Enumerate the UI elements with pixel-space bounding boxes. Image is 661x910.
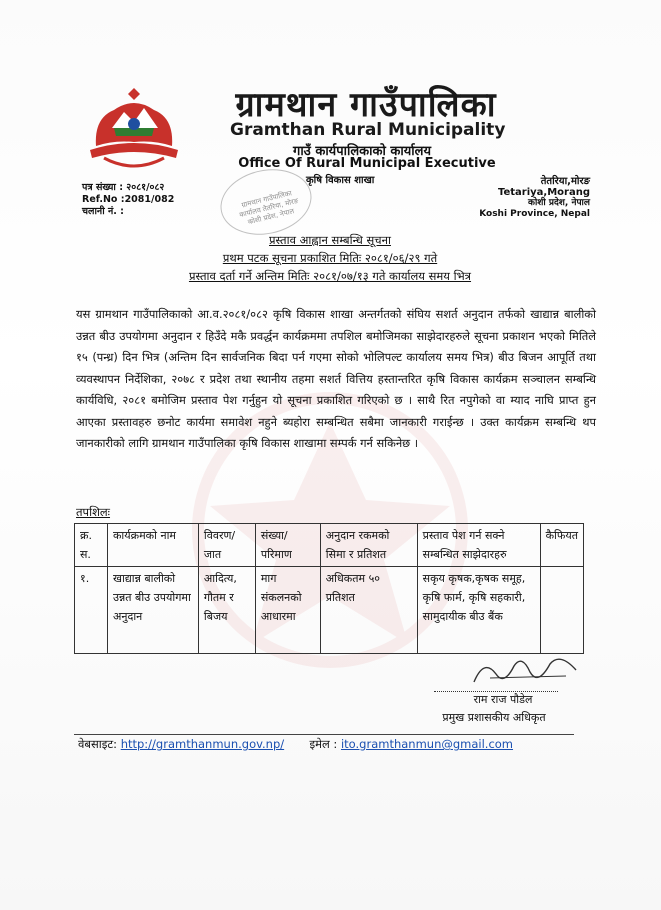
website-link[interactable]: http://gramthanmun.gov.np/ xyxy=(120,737,285,751)
cell-program-name: खाद्यान्न बालीको उन्नत बीउ उपयोगमा अनुदान xyxy=(107,567,198,654)
reference-number: Ref.No :2081/082 xyxy=(82,194,175,205)
cell-quantity: माग संकलनको आधारमा xyxy=(255,567,320,654)
header-quantity: संख्या/ परिमाण xyxy=(255,524,320,567)
header-serial: क्र. स. xyxy=(75,524,108,567)
province-en: Koshi Province, Nepal xyxy=(479,209,590,219)
cell-variety: आदित्य, गौतम र बिजय xyxy=(198,567,255,654)
subject-line-2: प्रथम पटक सूचना प्रकाशित मितिः २०८१/०६/२९ गते xyxy=(222,251,438,265)
cell-grant-limit: अधिकतम ५० प्रतिशत xyxy=(320,567,417,654)
municipality-title-np: ग्रामथान गाउँपालिका xyxy=(235,85,497,125)
cell-eligible-partners: सकृय कृषक,कृषक समूह, कृषि फार्म, कृषि सहकारी, सामुदायीक बीउ बैंक xyxy=(417,567,540,654)
municipality-emblem-icon xyxy=(84,88,184,178)
signatory-name: राम राज पौडेल xyxy=(473,693,533,706)
notice-body: यस ग्रामथान गाउँपालिकाको आ.व.२०८१/०८२ कृषि विकास शाखा अन्तर्गतको संघिय सशर्त अनुदान तर्फको खाद्यान्न बालीको उन्नत बीउ उपयोगमा अनुदान र हिउँदे मकै प्रवर्द्धन कार्यक्रममा तपशिल बमोजिमका साझेदारहरुले सूचना प्रकाशन भएको मितिले १५ (पन्ध्र) दिन भित्र (अन्तिम दिन सार्वजनिक बिदा पर्न गएमा सोको भोलिपल्ट कार्यालय समय भित्र) बीउ बिजन आपूर्ति तथा व्यवस्थापन निर्देशिका, २०७८ र प्रदेश तथा स्थानीय तहमा सशर्त वित्तिय हस्तान्तरित कृषि विकास कार्यक्रम सञ्चालन सम्बन्धि कार्यविधि, २०८१ बमोजिम प्रस्ताव पेश गर्नुहुन यो सूचना प्रकाशित गरिएको छ । साथै रित नपुगेको वा म्याद नाघि प्राप्त हुन आएका प्रस्तावहरु छनोट कार्यमा समावेश नहुने ब्यहोरा सम्बन्धित सबैमा जानकारी गराईन्छ । उक्त कार्यक्रम सम्बन्धि थप जानकारीको लागि ग्रामथान गाउँपालिका कृषि विकास शाखामा सम्पर्क गर्न सकिनेछ । xyxy=(76,307,596,450)
table-header-row xyxy=(75,524,584,567)
office-title-en: Office Of Rural Municipal Executive xyxy=(238,156,496,171)
address-np: तेतरिया,मोरङ xyxy=(540,176,590,187)
website-label: वेबसाइट: xyxy=(78,737,118,751)
letter-number: पत्र संख्या : २०८१/०८२ xyxy=(82,182,165,193)
header-eligible-partners: प्रस्ताव पेश गर्न सक्ने सम्बन्धित साझेदारहरु xyxy=(417,524,540,567)
subject-line-1: प्रस्ताव आह्वान सम्बन्धि सूचना xyxy=(269,233,391,247)
details-label: तपशिलः xyxy=(76,505,111,519)
header-program-name: कार्यक्रमको नाम xyxy=(107,524,198,567)
header-remarks: कैफियत xyxy=(540,524,583,567)
stamp-text: ग्रामथान गाउँपालिका कार्यालय तेतरिया, मोरङ कोशी प्रदेश, नेपाल xyxy=(238,189,300,227)
footer xyxy=(78,737,578,752)
province-np: कोशी प्रदेश, नेपाल xyxy=(528,198,590,208)
footer-divider xyxy=(74,734,574,735)
address-en: Tetariya,Morang xyxy=(497,187,590,198)
header-variety: विवरण/ जात xyxy=(198,524,255,567)
dispatch-number: चलानी नं. : xyxy=(82,206,124,217)
header-grant-limit: अनुदान रकमको सिमा र प्रतिशत xyxy=(320,524,417,567)
office-title-np: गाउँ कार्यपालिकाको कार्यालय xyxy=(293,144,431,159)
subject-line-3: प्रस्ताव दर्ता गर्ने अन्तिम मितिः २०८१/०७/१३ गते कार्यालय समय भित्र xyxy=(188,269,472,283)
municipality-title-en: Gramthan Rural Municipality xyxy=(230,120,506,140)
email-link[interactable]: ito.gramthanmun@gmail.com xyxy=(340,737,514,751)
branch-name: कृषि विकास शाखा xyxy=(306,175,375,186)
table-row xyxy=(75,567,584,654)
cell-remarks xyxy=(540,567,583,654)
signature-icon xyxy=(470,652,580,692)
details-table xyxy=(74,523,584,654)
email-label: इमेल : xyxy=(309,737,338,751)
signatory-title: प्रमुख प्रशासकीय अधिकृत xyxy=(442,711,546,724)
cell-serial: १. xyxy=(75,567,108,654)
reference-block xyxy=(82,182,192,218)
address-block xyxy=(470,176,590,220)
